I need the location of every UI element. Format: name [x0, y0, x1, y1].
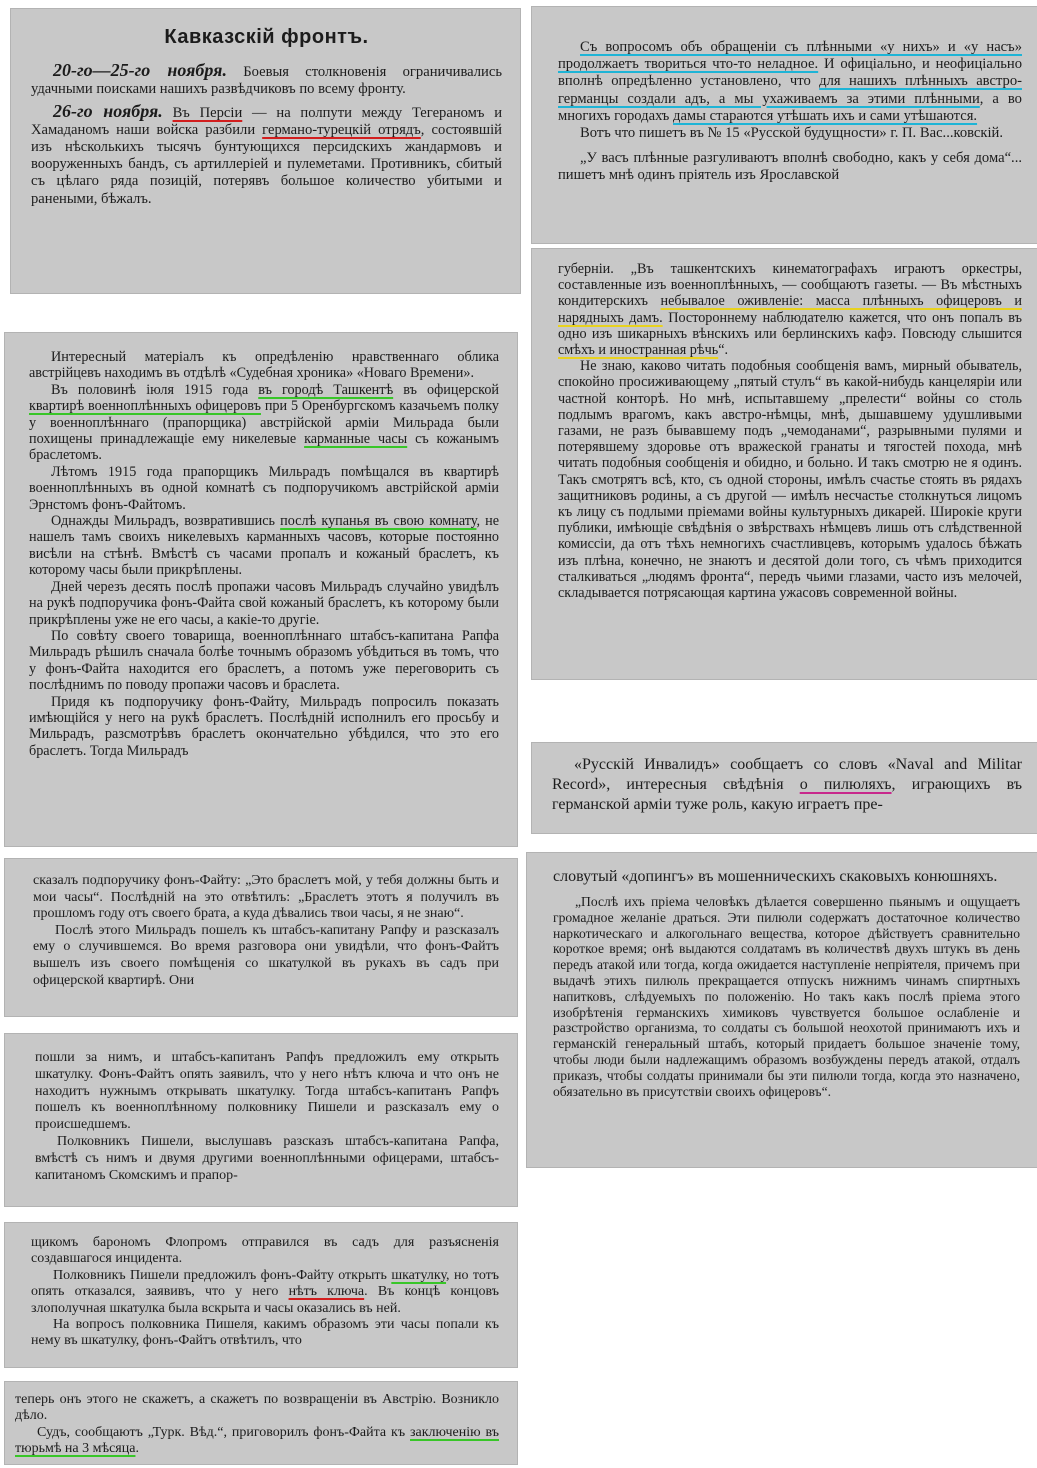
paragraph-text: Однажды Мильрадъ, возвратившись: [51, 513, 276, 530]
highlight-yellow: смѣхъ и иностранная рѣчь: [558, 342, 719, 359]
highlight-red: нѣтъ ключа: [288, 1284, 365, 1300]
paragraph: сказалъ подпоручику фонъ-Файту: „Это браслетъ мой, у тебя должны быть и мои часы“. Послѣдній на это отвѣтилъ: „Браслетъ этотъ я получилъ въ прошломъ году отъ своего брата, а куда дѣвались твои часы, я не знаю“.: [33, 873, 499, 922]
clipping-opened: [4, 1222, 518, 1368]
clipping-austrians: [4, 332, 518, 847]
highlight-magenta: о пилюляхъ: [799, 776, 892, 793]
paragraph: [15, 1425, 499, 1458]
highlight-cyan: Съ вопросомъ объ обращеніи съ плѣнными «у нихъ» и «у насъ» продолжаетъ твориться что-то неладное.: [558, 39, 1022, 73]
paragraph: [31, 1268, 499, 1317]
highlight-red: германо-турецкій отрядъ: [262, 121, 421, 138]
paragraph: Придя къ подпоручику фонъ-Файту, Мильрадъ попросилъ показать имѣющійся у него на рукѣ браслетъ. Послѣдній исполнилъ его просьбу и Мильрадъ, разсмотрѣвъ браслетъ окончательно убѣдился, что это его браслетъ. Тогда Мильрадъ: [29, 693, 499, 759]
clipping-bracelet: [4, 858, 518, 1017]
date-label: 20-го—25-го ноября.: [53, 60, 227, 81]
paragraph-text: , играющихъ въ германской арміи туже роль, какую играетъ пре-: [552, 776, 1022, 813]
paragraph: Не знаю, каково читать подобныя сообщенія вамъ, мирный обыватель, спокойно просиживающему „пятый стулъ“ въ какой-нибудь канцеляріи или частной конторѣ. Но мнѣ, испытавшему „прелести“ войны со столь подлымъ врагомъ, какъ австро-нѣмцы, мнѣ, дышавшему удушливыми газами, не разъ бывавшему подъ „чемоданами“, разрывными пулями и потерявшему здоровье отъ вражеской гранаты и тягостей похода, мнѣ читать подобныя сообщенія и обидно, и больно. И такъ смотрю не я одинъ. Такъ смотрятъ всѣ, кто, съ одной стороны, имѣлъ счастье стоять въ рядахъ защитниковъ родины, а съ другой — имѣлъ несчастье столкнуться лицомъ къ лицу съ подлыми пріемами войны культурныхъ дикарей. Широкіе круги публики, имѣющіе свѣдѣнія о звѣрствахъ нѣмцевъ лишь отъ слѣдственной комиссіи, да отъ тѣхъ немногихъ счастливцевъ, которымъ удалось бѣжать изъ плѣна, конечно, не знаютъ и десятой доли того, съ чѣмъ приходится сталкиваться „людямъ фронта“, передъ чьими глазами, часто изъ мелочей, складывается потрясающая картина ужасовъ современной войны.: [558, 358, 1022, 602]
paragraph: Вотъ что пишетъ въ № 15 «Русской будущности» г. П. Вас...ковскій.: [580, 125, 1004, 142]
paragraph: [558, 39, 1022, 125]
paragraph-text: И офиціально, и неофиціально вполнѣ опредѣленно установлено, что: [558, 56, 1023, 90]
paragraph: теперь онъ этого не скажетъ, а скажетъ по возвращеніи въ Австрію. Возникло дѣло.: [15, 1392, 499, 1424]
paragraph-text: — на полпути между Тегераномъ и Хамаданомъ наши войска разбили: [31, 104, 503, 138]
divider: [237, 1464, 277, 1465]
section-title: Кавказскій фронтъ.: [164, 26, 369, 48]
paragraph-text: . Въ концѣ концовъ злополучная шкатулка была вскрыта и часы оказались въ ней.: [31, 1284, 499, 1316]
highlight-cyan: для нашихъ плѣнныхъ австро-германцы создали адъ, а мы ухаживаемъ за этими плѣнными: [558, 73, 1022, 107]
paragraph-text: , состоявшій изъ нѣсколькихъ тысячъ бунтующихся персидскихъ жандармовъ и вооруженныхъ бандъ, съ артиллеріей и пулеметами. Противникъ, сбитый съ цѣлаго ряда позицій, потерявъ большое количество убитыми и ранеными, бѣжалъ.: [31, 121, 502, 207]
paragraph: [31, 100, 503, 208]
clipping-tashkent: [531, 248, 1037, 680]
paragraph-text: Въ половинѣ іюля 1915 года: [51, 381, 249, 398]
paragraph-text: «Русскій Инвалидъ» сообщаетъ со словъ «Naval and Militar Record», интересныя свѣдѣнія: [552, 756, 1022, 793]
date-label: 26-го ноября.: [53, 100, 163, 121]
clipping-box: [4, 1033, 518, 1207]
paragraph: На вопросъ полковника Пишеля, какимъ образомъ эти часы попали къ нему въ шкатулку, фонъ-Файтъ отвѣтилъ, что: [31, 1317, 499, 1349]
paragraph-text: Полковникъ Пишели предложилъ фонъ-Файту открыть: [53, 1267, 387, 1283]
clipping-doping: [526, 852, 1037, 1168]
highlight-green: шкатулку: [391, 1267, 447, 1283]
paragraph: Дней черезъ десять послѣ пропажи часовъ Мильрадъ случайно увидѣлъ на рукѣ подпоручика фонъ-Файта свой кожаный браслетъ, къ которому были прикрѣплены уже не его часы, а какіе-то другіе.: [29, 578, 499, 628]
clipping-caucasus-front: [10, 8, 521, 294]
clipping-captives: [531, 6, 1037, 244]
paragraph: щикомъ барономъ Флопромъ отправился въ садъ для разъясненія создавшагося инцидента.: [31, 1235, 499, 1267]
paragraph-text: , а во многихъ городахъ: [558, 90, 1022, 124]
paragraph-text: Судъ, сообщаютъ „Турк. Вѣд.“, приговорилъ фонъ-Файта къ: [37, 1424, 406, 1440]
paragraph-text: , не нашелъ тамъ своихъ никелевыхъ карманныхъ часовъ, которые постоянно висѣли на стѣнѣ. Вмѣстѣ съ часами пропалъ и кожаный браслетъ, къ которому часы были прикрѣплены.: [29, 513, 500, 579]
highlight-yellow: небывалое оживленіе: масса плѣнныхъ офицеровъ и нарядныхъ дамъ.: [558, 293, 1022, 326]
paragraph-text: губерніи. „Въ ташкентскихъ кинематографахъ играютъ оркестры, составленные изъ военноплѣнныхъ, — сообщаютъ газеты. — Въ мѣстныхъ кондитерскихъ: [558, 261, 1022, 310]
paragraph: [558, 261, 1022, 358]
paragraph: [29, 382, 499, 464]
clipping-verdict: [4, 1381, 518, 1465]
paragraph-text: .: [135, 1441, 139, 1457]
paragraph: [29, 513, 499, 579]
highlight-green: квартирѣ военноплѣнныхъ офицеровъ: [29, 398, 261, 415]
paragraph: „Послѣ ихъ пріема человѣкъ дѣлается совершенно пьянымъ и ощущаетъ громадное желаніе драться. Эти пилюли содержатъ достаточное количество наркотическаго и алкогольнаго вещества, которое дѣйствуетъ сравнительно короткое время; онѣ выдаются солдатамъ въ количествѣ двухъ штукъ въ день передъ атакой или тогда, когда ожидается наступленіе непріятеля, причемъ при выдачѣ этихъ пилюль прекращается отпускъ нижнимъ чинамъ спиртныхъ напитковъ, слѣдуемыхъ по положенію. Но такъ какъ послѣ пріема этого изобрѣтенія германскихъ химиковъ чувствуется большое ослабленіе и разстройство организма, то солдаты съ большой неохотой принимаютъ ихъ и германскій генеральный штабъ, который придаетъ большое значеніе тому, чтобы люди были надлежащимъ образомъ возбуждены передъ атакой, отдалъ приказъ, чтобы солдаты принимали бы эти пилюли тогда, когда это назначено, обязательно въ присутствіи своихъ офицеровъ“.: [553, 894, 1020, 1099]
highlight-cyan: дамы стараются утѣшать ихъ и сами утѣшаются.: [673, 107, 978, 124]
highlight-green: послѣ купанья въ свою комнату: [280, 513, 477, 530]
clipping-pills: [531, 742, 1037, 834]
highlight-red: Въ Персіи: [172, 104, 243, 121]
paragraph: Полковникъ Пишели, выслушавъ разсказъ штабсъ-капитана Рапфа, вмѣстѣ съ нимъ и двумя другими военноплѣнными офицерами, штабсъ-капитаномъ Скомскимъ и прапор-: [35, 1133, 499, 1183]
paragraph-text: “.: [718, 342, 729, 359]
highlight-green: карманные часы: [304, 431, 408, 448]
paragraph: словутый «допингъ» въ мошенническихъ скаковыхъ конюшняхъ.: [553, 868, 998, 885]
paragraph: [31, 62, 502, 98]
paragraph: Лѣтомъ 1915 года прапорщикъ Мильрадъ помѣщался въ квартирѣ военноплѣнныхъ въ одной комнатѣ съ подпоручикомъ австрійской арміи Эрнстомъ фонъ-Файтомъ.: [29, 463, 499, 513]
paragraph: По совѣту своего товарища, военноплѣннаго штабсъ-капитана Рапфа Мильрадъ рѣшилъ сначала болѣе точнымъ образомъ убѣдиться въ томъ, что у фонъ-Файта находится его браслетъ, а потомъ уже переговорить съ послѣднимъ по поводу пропажи часовъ и браслета.: [29, 627, 499, 694]
highlight-green: заключенію въ тюрьмѣ на 3 мѣсяца: [15, 1424, 499, 1457]
paragraph-text: съ кожанымъ браслетомъ.: [29, 431, 499, 464]
paragraph: Послѣ этого Мильрадъ пошелъ къ штабсъ-капитану Рапфу и разсказалъ ему о случившемся. Во время разговора они увидѣли, что фонъ-Файтъ вышелъ изъ своего помѣщенія со шкатулкой въ рукахъ въ садъ при офицерской квартирѣ. Они: [33, 922, 499, 988]
paragraph-text: Боевыя столкновенія ограничивались удачными поисками нашихъ развѣдчиковъ по всему фронту.: [31, 64, 502, 98]
paragraph: [552, 755, 1022, 815]
paragraph-text: Постороннему наблюдателю кажется, что онъ попалъ въ одно изъ шикарныхъ вѣнскихъ или берлинскихъ кафэ. Повсюду слышится: [558, 309, 1022, 342]
paragraph-text: , но тотъ опять отказался, заявивъ, что у него: [31, 1267, 499, 1300]
paragraph-text: при 5 Оренбургскомъ казачьемъ полку у военноплѣннаго (прапорщика) австрійской арміи Мильрада были похищены принадлежащіе ему никелевые: [29, 398, 500, 448]
paragraph: пошли за нимъ, и штабсъ-капитанъ Рапфъ предложилъ ему открыть шкатулку. Фонъ-Файтъ опять заявилъ, что у него нѣтъ ключа и что онъ не находитъ нужнымъ открывать шкатулку. Тогда штабсъ-капитанъ Рапфъ пошелъ къ военноплѣнному полковнику Пишели и разсказалъ ему о происшедшемъ.: [35, 1050, 499, 1133]
paragraph-text: въ офицерской: [403, 381, 500, 398]
highlight-green: въ городѣ Ташкентѣ: [258, 381, 394, 398]
paragraph: „У васъ плѣнные разгуливаютъ вполнѣ свободно, какъ у себя дома“... пишетъ мнѣ одинъ пріятель изъ Ярославской: [558, 150, 1022, 184]
paragraph: Интересный матеріалъ къ опредѣленію нравственнаго облика австрійцевъ находимъ въ отдѣлѣ «Судебная хроника» «Новаго Времени».: [29, 349, 499, 382]
